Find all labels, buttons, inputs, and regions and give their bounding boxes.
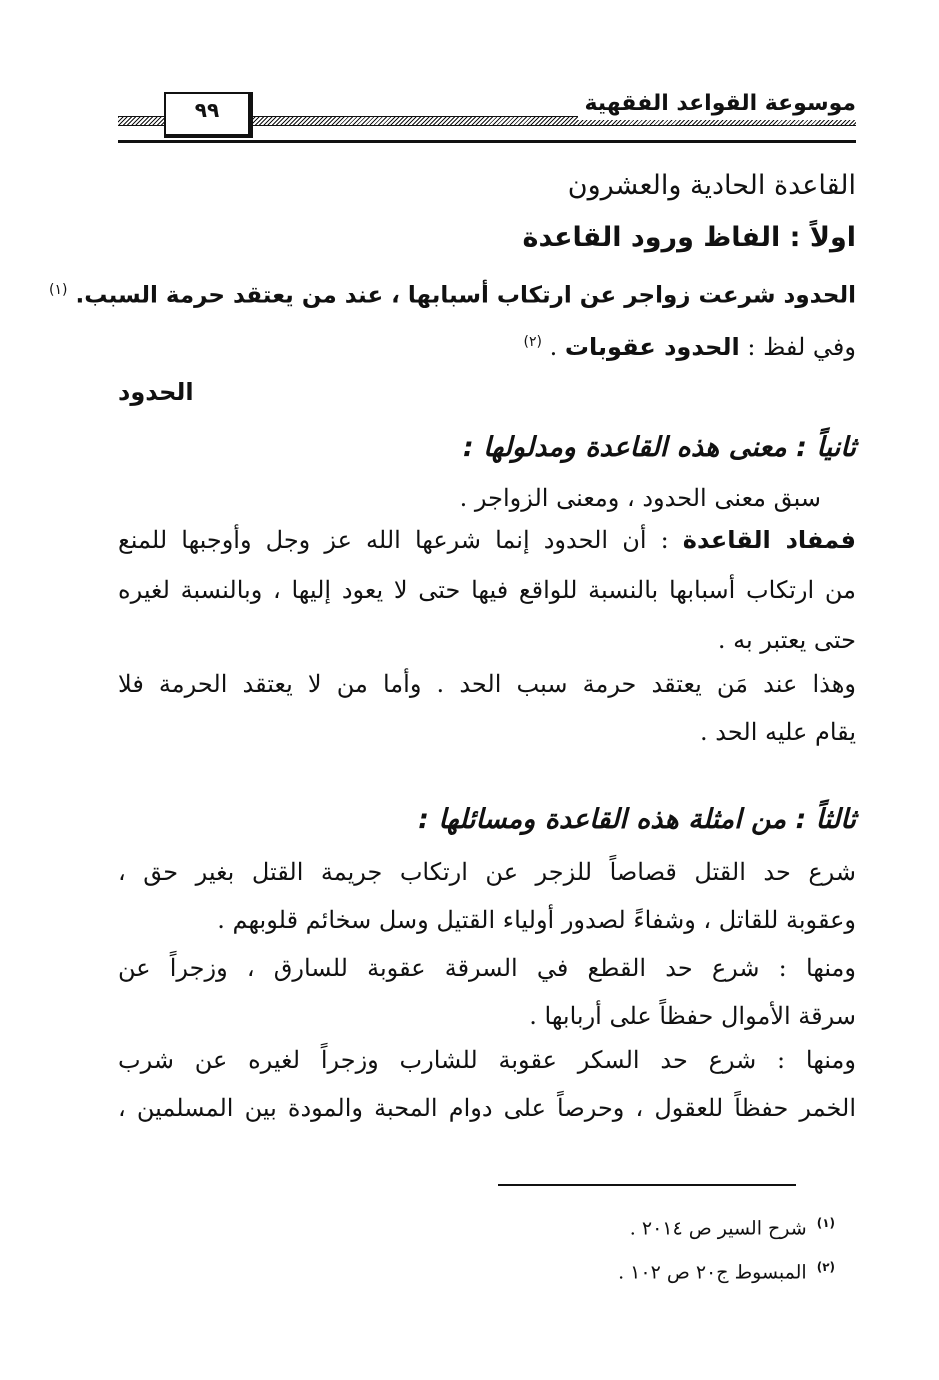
footnote-text: المبسوط ج٢٠ ص ١٠٢ .	[618, 1261, 807, 1284]
meaning-text: : أن الحدود إنما شرعها الله عز وجل وأوجبها للمنع	[118, 526, 683, 554]
footnote-2	[618, 1252, 835, 1287]
page-number: ٩٩	[164, 92, 253, 138]
meaning-line: من ارتكاب أسبابها بالنسبة للواقع فيها حتى لا يعود إليها ، وبالنسبة لغيره	[118, 576, 856, 604]
footnote-mark: (٢)	[816, 1260, 835, 1274]
meaning-line: يقام عليه الحد .	[700, 718, 856, 746]
meaning-label: فمفاد القاعدة	[682, 526, 856, 554]
rule-title: القاعدة الحادية والعشرون	[567, 170, 856, 201]
meaning-line: حتى يعتبر به .	[717, 626, 856, 654]
header-rule	[118, 140, 856, 143]
alternate-wording-tail: .	[549, 333, 565, 361]
section-heading-examples: ثالثاً : من امثلة هذه القاعدة ومسائلها :	[418, 804, 856, 835]
example-line: شرع حد القتل قصاصاً للزجر عن ارتكاب جريمة القتل بغير حق ،	[118, 858, 856, 886]
rule-statement	[49, 270, 856, 316]
rule-statement-text: الحدود شرعت زواجر عن ارتكاب أسبابها ، عند من يعتقد حرمة السبب.	[75, 282, 856, 309]
meaning-line: سبق معنى الحدود ، ومعنى الزواجر .	[459, 484, 821, 512]
section-heading-wording: اولاً : الفاظ ورود القاعدة	[522, 222, 856, 253]
footnote-text: شرح السير ص ٢٠١٤ .	[629, 1217, 807, 1240]
header-ornament-left	[118, 116, 164, 126]
example-line: وعقوبة للقاتل ، وشفاءً لصدور أولياء القتيل وسل سخائم قلوبهم .	[217, 906, 856, 934]
footnote-separator	[498, 1184, 796, 1186]
footnote-1	[630, 1208, 835, 1243]
meaning-line: وهذا عند مَن يعتقد حرمة سبب الحد . وأما من لا يعتقد الحرمة فلا	[118, 670, 856, 698]
example-line: سرقة الأموال حفظاً على أربابها .	[529, 1002, 856, 1030]
page-header	[118, 80, 856, 146]
example-line: ومنها : شرع حد السكر عقوبة للشارب وزجراً لغيره عن شرب	[118, 1046, 856, 1074]
example-line: ومنها : شرع حد القطع في السرقة عقوبة للسارق ، وزجراً عن	[118, 954, 856, 982]
meaning-line	[118, 520, 856, 560]
footnote-ref-2: (٢)	[523, 334, 542, 350]
alternate-wording-text: الحدود عقوبات	[564, 333, 740, 361]
alternate-wording	[524, 322, 857, 367]
footnote-mark: (١)	[816, 1216, 835, 1230]
category-label: الحدود	[118, 378, 194, 406]
alternate-wording-lead: وفي لفظ :	[739, 333, 856, 361]
footnote-ref-1: (١)	[49, 282, 68, 298]
section-heading-meaning: ثانياً : معنى هذه القاعدة ومدلولها :	[462, 432, 856, 463]
example-line: الخمر حفظاً للعقول ، وحرصاً على دوام المحبة والمودة بين المسلمين ،	[118, 1094, 856, 1122]
running-title: موسوعة القواعد الفقهية	[578, 88, 856, 120]
